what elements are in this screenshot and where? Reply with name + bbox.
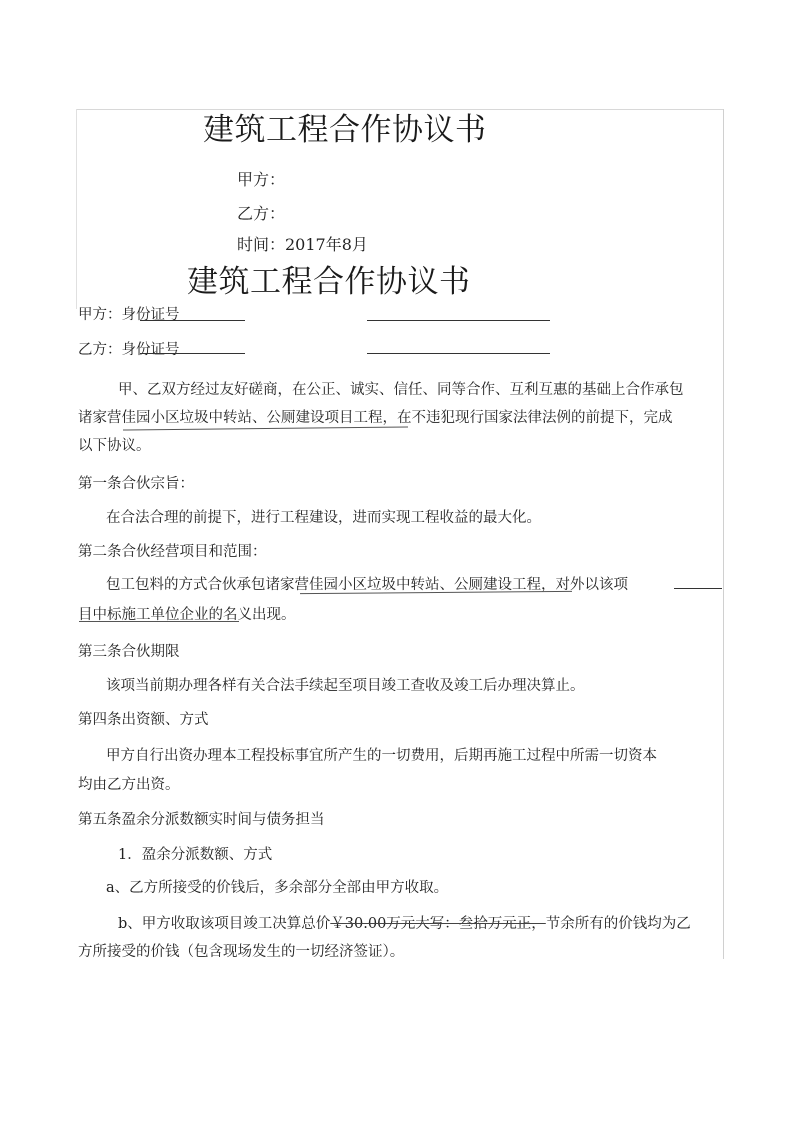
article-3-body: 该项当前期办理各样有关合法手续起至项目竣工查收及竣工后办理决算止。 [106,678,585,694]
article-2-blank-underline [674,588,722,589]
article-3-heading: 第三条合伙期限 [78,644,180,660]
intro-line-3: 以下协议。 [78,438,151,454]
item-b-prefix: b、甲方收取该项目竣工决算总价 [118,916,331,932]
party-a-line: 甲方：身份证号 [78,307,180,323]
party-a-id-underline [140,320,245,321]
cover-date: 时间：2017年8月 [237,235,368,254]
item-b-struck-amount: ￥30.00万元大写：叁拾万元正， [330,916,546,932]
article-5-item-b-line-1 [118,912,691,933]
agreement-title: 建筑工程合作协议书 [187,264,471,300]
article-2-heading: 第二条合伙经营项目和范围： [78,544,267,560]
article-4-heading: 第四条出资额、方式 [78,712,209,728]
handwritten-underline-intro [123,427,408,431]
page-frame-left [76,109,77,309]
cover-title: 建筑工程合作协议书 [203,112,487,148]
article-2-body-1: 包工包料的方式合伙承包诸家营佳园小区垃圾中转站、公厕建设工程，对外以该项 [106,577,628,593]
page-frame-right [723,109,724,959]
party-b-line: 乙方：身份证号 [78,342,180,358]
party-a-extra-underline [367,320,550,321]
party-b-extra-underline [367,353,550,354]
intro-line-1: 甲、乙双方经过友好磋商，在公正、诚实、信任、同等合作、互利互惠的基础上合作承包 [118,382,684,398]
article-4-body-1: 甲方自行出资办理本工程投标事宜所产生的一切费用，后期再施工过程中所需一切资本 [106,748,657,764]
article-5-heading: 第五条盈余分派数额实时间与债务担当 [78,812,325,828]
cover-party-a: 甲方： [237,170,286,189]
handwritten-underline-article-2-line-2 [79,621,239,622]
article-5-item-b-line-2: 方所接受的价钱（包含现场发生的一切经济签证）。 [78,944,405,960]
party-b-id-underline [140,353,245,354]
article-1-heading: 第一条合伙宗旨： [78,476,194,492]
item-b-suffix: 节余所有的价钱均为乙 [545,916,691,932]
article-4-body-2: 均由乙方出资。 [78,777,180,793]
cover-party-b: 乙方： [237,204,286,223]
article-2-body-2: 目中标施工单位企业的名义出现。 [78,607,296,623]
article-5-item-a: a、乙方所接受的价钱后，多余部分全部由甲方收取。 [106,880,449,896]
intro-line-2: 诸家营佳园小区垃圾中转站、公厕建设项目工程，在不违犯现行国家法律法例的前提下，完成 [78,410,673,426]
article-1-body: 在合法合理的前提下，进行工程建设，进而实现工程收益的最大化。 [106,510,541,526]
article-5-item-1: 1．盈余分派数额、方式 [118,847,273,863]
